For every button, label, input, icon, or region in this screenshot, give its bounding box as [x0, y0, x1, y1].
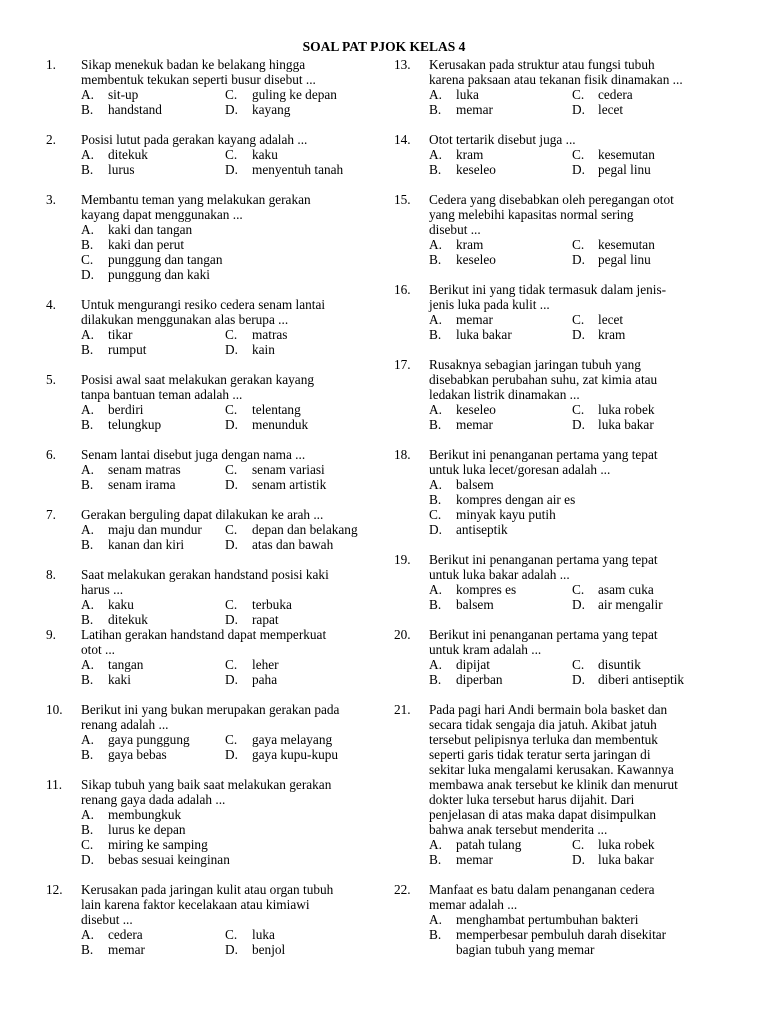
question-line: bahwa anak tersebut menderita ...	[429, 822, 608, 837]
option-text: keseleo	[456, 162, 496, 177]
option-text: gaya bebas	[108, 747, 167, 762]
question-text	[81, 132, 307, 147]
question-text	[429, 357, 657, 402]
option-text: kesemutan	[598, 237, 655, 252]
option-text: kaki	[108, 672, 131, 687]
question-line: Senam lantai disebut juga dengan nama ...	[81, 447, 306, 462]
option-text: gaya kupu-kupu	[252, 747, 339, 762]
option-letter: B.	[81, 162, 94, 177]
question-line: Kerusakan pada jaringan kulit atau organ tubuh	[81, 882, 334, 897]
option-text: kram	[598, 327, 626, 342]
option-letter: A.	[429, 237, 442, 252]
option-letter: B.	[429, 252, 442, 267]
question-line: Gerakan berguling dapat dilakukan ke arah ...	[81, 507, 324, 522]
question-line: Untuk mengurangi resiko cedera senam lantai	[81, 297, 326, 312]
option-letter: D.	[572, 327, 585, 342]
question-line: Pada pagi hari Andi bermain bola basket dan	[429, 702, 668, 717]
question-number: 15.	[394, 192, 411, 207]
question-text	[81, 702, 339, 732]
question-line: seperti garis tidak teratur serta jaringan di	[429, 747, 651, 762]
option-letter: D.	[225, 942, 238, 957]
option-text: diperban	[456, 672, 503, 687]
option-text: balsem	[456, 477, 494, 492]
question-line: untuk luka bakar adalah ...	[429, 567, 570, 582]
question-line: Berikut ini yang bukan merupakan gerakan pada	[81, 702, 340, 717]
question-line: lain karena faktor kecelakaan atau kimiawi	[81, 897, 310, 912]
option-letter: A.	[81, 87, 94, 102]
option-letter: C.	[81, 837, 94, 852]
option-letter: B.	[429, 672, 442, 687]
question-line: Posisi awal saat melakukan gerakan kayang	[81, 372, 314, 387]
option-text: kaku	[252, 147, 278, 162]
option-letter: B.	[429, 492, 442, 507]
question-line: otot ...	[81, 642, 115, 657]
question-number: 13.	[394, 57, 411, 72]
question-text	[81, 627, 326, 657]
option-letter: A.	[81, 462, 94, 477]
option-letter: B.	[81, 342, 94, 357]
option-text: luka robek	[598, 837, 655, 852]
option-letter: A.	[81, 522, 94, 537]
option-letter: A.	[81, 327, 94, 342]
question-line: Otot tertarik disebut juga ...	[429, 132, 576, 147]
option-text: patah tulang	[456, 837, 522, 852]
option-text: luka robek	[598, 402, 655, 417]
question-line: secara tidak sengaja dia jatuh. Akibat jatuh	[429, 717, 657, 732]
option-letter: A.	[429, 87, 442, 102]
question-text	[429, 192, 674, 237]
option-letter: D.	[572, 252, 585, 267]
option-letter: B.	[81, 672, 94, 687]
option-text: balsem	[456, 597, 494, 612]
question-line: renang gaya dada adalah ...	[81, 792, 226, 807]
option-text: gaya melayang	[252, 732, 333, 747]
question-line: disebut ...	[81, 912, 133, 927]
option-text: kram	[456, 147, 484, 162]
option-letter: A.	[429, 582, 442, 597]
option-letter: D.	[81, 852, 94, 867]
option-text: kompres dengan air es	[456, 492, 576, 507]
option-text: lecet	[598, 312, 624, 327]
option-text: punggung dan tangan	[108, 252, 223, 267]
option-letter: C.	[225, 327, 238, 342]
question-number: 20.	[394, 627, 411, 642]
option-letter: D.	[225, 417, 238, 432]
option-text: keseleo	[456, 402, 496, 417]
option-text: depan dan belakang	[252, 522, 358, 537]
option-text: senam variasi	[252, 462, 325, 477]
option-letter: A.	[81, 927, 94, 942]
option-letter: A.	[81, 807, 94, 822]
option-text: pegal linu	[598, 252, 651, 267]
question-number: 2.	[46, 132, 56, 147]
option-text: handstand	[108, 102, 162, 117]
option-letter: A.	[429, 837, 442, 852]
option-letter: D.	[572, 597, 585, 612]
question-line: disebut ...	[429, 222, 481, 237]
option-text: cedera	[598, 87, 633, 102]
option-text: minyak kayu putih	[456, 507, 556, 522]
option-letter: C.	[225, 927, 238, 942]
option-letter: D.	[429, 522, 442, 537]
option-letter: B.	[81, 747, 94, 762]
option-letter: D.	[572, 417, 585, 432]
option-text: kain	[252, 342, 275, 357]
option-text: atas dan bawah	[252, 537, 334, 552]
option-letter: C.	[572, 87, 585, 102]
option-letter: D.	[572, 102, 585, 117]
option-text: pegal linu	[598, 162, 651, 177]
question-text	[81, 192, 311, 222]
question-line: Sikap tubuh yang baik saat melakukan gerakan	[81, 777, 332, 792]
option-letter: C.	[225, 147, 238, 162]
option-letter: A.	[429, 912, 442, 927]
question-text	[81, 297, 325, 327]
option-text: bebas sesuai keinginan	[108, 852, 230, 867]
option-letter: A.	[429, 657, 442, 672]
question-number: 1.	[46, 57, 56, 72]
question-number: 10.	[46, 702, 63, 717]
option-text: antiseptik	[456, 522, 508, 537]
question-number: 9.	[46, 627, 56, 642]
question-text	[429, 57, 683, 87]
question-line: tersebut pelipisnya terluka dan membentuk	[429, 732, 658, 747]
option-text: senam matras	[108, 462, 181, 477]
question-text	[429, 552, 658, 582]
option-text: luka bakar	[598, 417, 654, 432]
option-text: rapat	[252, 612, 279, 627]
option-letter: B.	[429, 927, 442, 942]
option-text: kayang	[252, 102, 291, 117]
question-line: disebabkan perubahan suhu, zat kimia atau	[429, 372, 658, 387]
question-text	[81, 57, 316, 87]
question-line: membentuk tekukan seperti busur disebut ...	[81, 72, 316, 87]
question-line: Berikut ini yang tidak termasuk dalam jenis-	[429, 282, 667, 297]
question-number: 11.	[46, 777, 63, 792]
option-text: diberi antiseptik	[598, 672, 685, 687]
option-letter: A.	[81, 732, 94, 747]
option-text: kram	[456, 237, 484, 252]
question-number: 22.	[394, 882, 411, 897]
question-text	[81, 567, 329, 597]
option-text: rumput	[108, 342, 147, 357]
question-number: 21.	[394, 702, 411, 717]
option-text: maju dan mundur	[108, 522, 202, 537]
question-text	[429, 282, 666, 312]
option-letter: C.	[225, 462, 238, 477]
option-text: telungkup	[108, 417, 162, 432]
option-text: memar	[456, 417, 493, 432]
option-text: berdiri	[108, 402, 144, 417]
option-letter: D.	[572, 852, 585, 867]
option-letter: C.	[572, 582, 585, 597]
option-text: air mengalir	[598, 597, 663, 612]
option-letter: B.	[81, 237, 94, 252]
question-line: membawa anak tersebut ke klinik dan menurut	[429, 777, 678, 792]
question-text	[81, 507, 323, 522]
question-line: dilakukan menggunakan alas berupa ...	[81, 312, 289, 327]
question-line: karena paksaan atau tekanan fisik dinamakan ...	[429, 72, 683, 87]
option-letter: C.	[225, 657, 238, 672]
question-line: renang adalah ...	[81, 717, 169, 732]
question-number: 17.	[394, 357, 411, 372]
option-letter: D.	[225, 477, 238, 492]
option-text: menyentuh tanah	[252, 162, 344, 177]
option-continuation: bagian tubuh yang memar	[456, 942, 595, 957]
question-number: 14.	[394, 132, 411, 147]
question-line: memar adalah ...	[429, 897, 518, 912]
option-text: kompres es	[456, 582, 517, 597]
option-letter: C.	[572, 237, 585, 252]
option-text: senam irama	[108, 477, 176, 492]
option-text: kaki dan tangan	[108, 222, 193, 237]
option-text: luka bakar	[456, 327, 512, 342]
option-letter: A.	[429, 402, 442, 417]
question-text	[81, 882, 333, 927]
option-letter: D.	[225, 672, 238, 687]
option-letter: D.	[225, 162, 238, 177]
question-line: Sikap menekuk badan ke belakang hingga	[81, 57, 306, 72]
question-number: 12.	[46, 882, 63, 897]
option-text: memar	[456, 312, 493, 327]
option-text: lurus	[108, 162, 135, 177]
option-text: benjol	[252, 942, 286, 957]
option-text: kesemutan	[598, 147, 655, 162]
question-text	[81, 447, 305, 462]
question-text	[81, 777, 331, 807]
option-text: sit-up	[108, 87, 139, 102]
question-line: Posisi lutut pada gerakan kayang adalah ...	[81, 132, 308, 147]
option-text: membungkuk	[108, 807, 182, 822]
option-letter: B.	[81, 102, 94, 117]
exam-title: SOAL PAT PJOK KELAS 4	[302, 39, 466, 54]
option-text: menunduk	[252, 417, 309, 432]
question-number: 6.	[46, 447, 56, 462]
question-line: yang melebihi kapasitas normal sering	[429, 207, 634, 222]
question-number: 4.	[46, 297, 56, 312]
question-text	[429, 882, 655, 912]
option-text: telentang	[252, 402, 301, 417]
question-number: 18.	[394, 447, 411, 462]
option-text: paha	[252, 672, 278, 687]
question-number: 16.	[394, 282, 411, 297]
option-letter: A.	[429, 477, 442, 492]
option-letter: C.	[572, 147, 585, 162]
option-letter: C.	[572, 657, 585, 672]
question-text	[429, 627, 658, 657]
question-text	[429, 702, 678, 837]
option-text: lecet	[598, 102, 624, 117]
question-number: 8.	[46, 567, 56, 582]
option-text: punggung dan kaki	[108, 267, 210, 282]
option-text: luka bakar	[598, 852, 654, 867]
option-letter: A.	[429, 147, 442, 162]
option-letter: A.	[81, 222, 94, 237]
option-text: ditekuk	[108, 612, 148, 627]
question-line: untuk kram adalah ...	[429, 642, 542, 657]
option-letter: D.	[81, 267, 94, 282]
question-line: Kerusakan pada struktur atau fungsi tubuh	[429, 57, 655, 72]
option-letter: C.	[225, 402, 238, 417]
question-line: sekitar luka mengalami kerusakan. Kawannya	[429, 762, 674, 777]
option-text: disuntik	[598, 657, 641, 672]
question-line: Berikut ini penanganan pertama yang tepat	[429, 627, 658, 642]
question-number: 7.	[46, 507, 56, 522]
option-letter: C.	[225, 597, 238, 612]
option-text: tikar	[108, 327, 133, 342]
question-text	[81, 372, 314, 402]
option-text: menghambat pertumbuhan bakteri	[456, 912, 639, 927]
option-text: dipijat	[456, 657, 490, 672]
question-line: harus ...	[81, 582, 124, 597]
option-letter: C.	[572, 402, 585, 417]
option-letter: B.	[429, 852, 442, 867]
option-letter: B.	[81, 822, 94, 837]
option-letter: D.	[225, 747, 238, 762]
option-letter: C.	[572, 312, 585, 327]
option-letter: D.	[225, 342, 238, 357]
question-text	[429, 132, 576, 147]
option-letter: D.	[225, 102, 238, 117]
question-line: untuk luka lecet/goresan adalah ...	[429, 462, 611, 477]
question-number: 19.	[394, 552, 411, 567]
question-line: Cedera yang disebabkan oleh peregangan otot	[429, 192, 674, 207]
option-letter: B.	[429, 417, 442, 432]
option-text: leher	[252, 657, 279, 672]
option-text: senam artistik	[252, 477, 327, 492]
option-letter: B.	[429, 597, 442, 612]
option-letter: B.	[429, 102, 442, 117]
option-letter: B.	[81, 942, 94, 957]
option-text: memar	[108, 942, 145, 957]
option-letter: A.	[81, 402, 94, 417]
option-text: terbuka	[252, 597, 292, 612]
option-text: luka	[252, 927, 275, 942]
option-text: keseleo	[456, 252, 496, 267]
option-text: matras	[252, 327, 288, 342]
option-text: kaki dan perut	[108, 237, 185, 252]
option-letter: C.	[225, 732, 238, 747]
option-letter: D.	[572, 162, 585, 177]
option-letter: A.	[81, 597, 94, 612]
question-line: Latihan gerakan handstand dapat memperkuat	[81, 627, 327, 642]
option-letter: A.	[429, 312, 442, 327]
option-letter: B.	[429, 327, 442, 342]
option-text: cedera	[108, 927, 143, 942]
question-line: Berikut ini penanganan pertama yang tepat	[429, 552, 658, 567]
question-line: Saat melakukan gerakan handstand posisi kaki	[81, 567, 329, 582]
question-line: tanpa bantuan teman adalah ...	[81, 387, 243, 402]
option-letter: A.	[81, 147, 94, 162]
option-letter: C.	[225, 87, 238, 102]
question-line: penjelasan di atas maka dapat disimpulkan	[429, 807, 657, 822]
option-letter: D.	[225, 537, 238, 552]
question-text	[429, 447, 658, 477]
option-text: gaya punggung	[108, 732, 190, 747]
question-line: dokter luka tersebut harus dijahit. Dari	[429, 792, 635, 807]
option-text: tangan	[108, 657, 144, 672]
option-letter: D.	[572, 672, 585, 687]
option-letter: B.	[81, 417, 94, 432]
question-number: 5.	[46, 372, 56, 387]
option-letter: B.	[429, 162, 442, 177]
option-text: lurus ke depan	[108, 822, 186, 837]
option-text: ditekuk	[108, 147, 148, 162]
question-line: Berikut ini penanganan pertama yang tepat	[429, 447, 658, 462]
option-text: memar	[456, 102, 493, 117]
option-text: memperbesar pembuluh darah disekitar	[456, 927, 667, 942]
option-text: miring ke samping	[108, 837, 208, 852]
option-letter: D.	[225, 612, 238, 627]
option-letter: C.	[429, 507, 442, 522]
option-letter: C.	[572, 837, 585, 852]
option-text: kanan dan kiri	[108, 537, 185, 552]
option-text: luka	[456, 87, 479, 102]
option-letter: C.	[225, 522, 238, 537]
question-line: Manfaat es batu dalam penanganan cedera	[429, 882, 655, 897]
option-text: memar	[456, 852, 493, 867]
question-line: Membantu teman yang melakukan gerakan	[81, 192, 311, 207]
question-line: kayang dapat menggunakan ...	[81, 207, 243, 222]
option-letter: B.	[81, 477, 94, 492]
question-number: 3.	[46, 192, 56, 207]
option-letter: C.	[81, 252, 94, 267]
option-text: guling ke depan	[252, 87, 337, 102]
option-letter: B.	[81, 537, 94, 552]
question-line: ledakan listrik dinamakan ...	[429, 387, 580, 402]
question-line: Rusaknya sebagian jaringan tubuh yang	[429, 357, 641, 372]
option-text: asam cuka	[598, 582, 654, 597]
option-text: kaku	[108, 597, 134, 612]
question-line: jenis luka pada kulit ...	[429, 297, 550, 312]
option-letter: B.	[81, 612, 94, 627]
option-letter: A.	[81, 657, 94, 672]
